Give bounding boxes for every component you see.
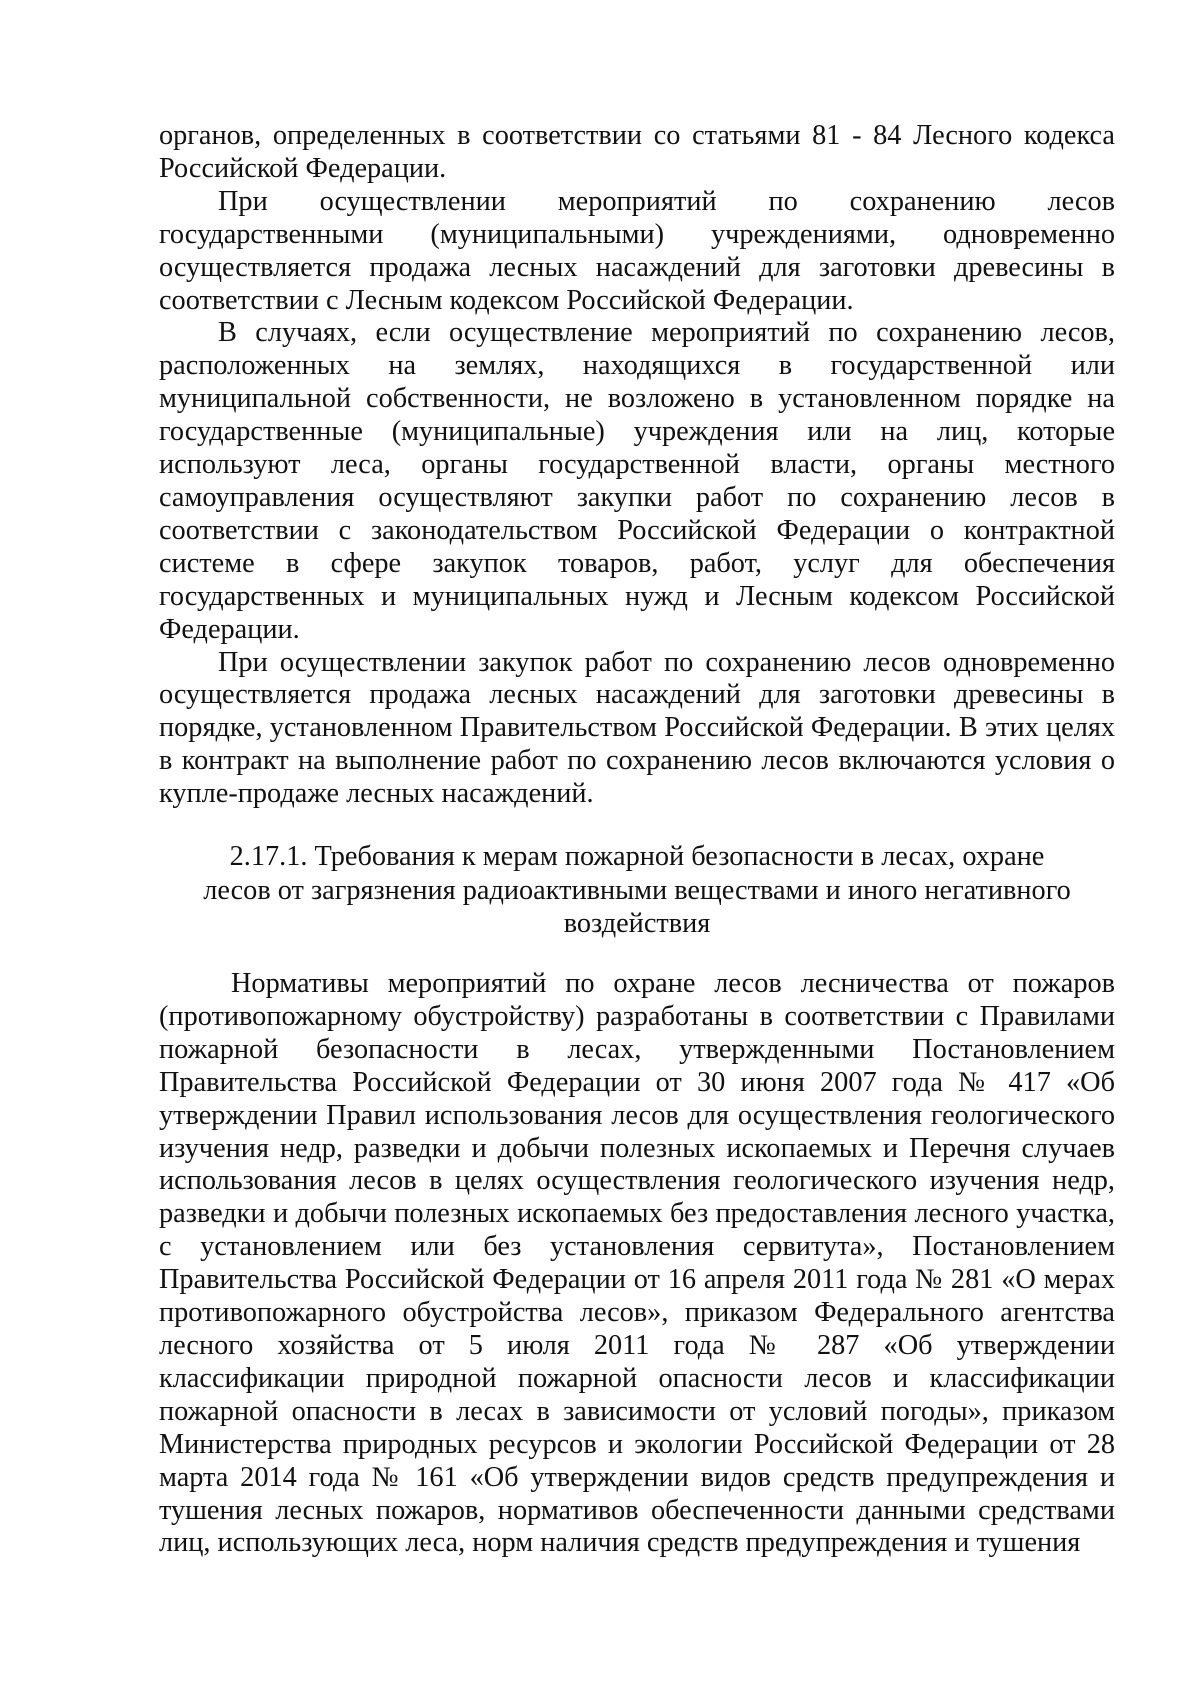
paragraph-fire-safety-norms: Нормативы мероприятий по охране лесов лесничества от пожаров (противопожарному обустройству) разработаны в соответствии с Правилами пожарной безопасности в лесах, утвержденными Постановлением Правительства Российской Федерации от 30 июня 2007 года № 417 «Об утверждении Правил использования лесов для осуществления геологического изучения недр, разведки и добычи полезных ископаемых и Перечня случаев использования лесов в целях осуществления геологического изучения недр, разведки и добычи полезных ископаемых без предоставления лесного участка, с установлением или без установления сервитута», Постановлением Правительства Российской Федерации от 16 апреля 2011 года № 281 «О мерах противопожарного обустройства лесов», приказом Федерального агентства лесного хозяйства от 5 июля 2011 года № 287 «Об утверждении классификации природной пожарной опасности лесов и классификации пожарной опасности в лесах в зависимости от условий погоды», приказом Министерства природных ресурсов и экологии Российской Федерации от 28 марта 2014 года № 161 «Об утверждении видов средств предупреждения и тушения лесных пожаров, нормативов обеспеченности данными средствами лиц, использующих леса, норм наличия средств предупреждения и тушения bbox=[159, 968, 1115, 1559]
section-heading-line-3: воздействия bbox=[563, 908, 711, 939]
section-heading-line-1: 2.17.1. Требования к мерам пожарной безопасности в лесах, охране bbox=[229, 841, 1045, 872]
section-heading-line-2: лесов от загрязнения радиоактивными веществами и иного негативного bbox=[203, 874, 1071, 906]
body-text-bottom bbox=[159, 968, 1115, 1560]
paragraph-state-institutions: При осуществлении мероприятий по сохранению лесов государственными (муниципальными) учреждениями, одновременно осуществляется продажа лесных насаждений для заготовки древесины в соответствии с Лесным кодексом Российской Федерации. bbox=[159, 185, 1115, 316]
paragraph-procurement-cases: В случаях, если осуществление мероприятий по сохранению лесов, расположенных на землях, находящихся в государственной или муниципальной собственности, не возложено в установленном порядке на государственные (муниципальные) учреждения или на лиц, которые используют леса, органы государственной власти, органы местного самоуправления осуществляют закупки работ по сохранению лесов в соответствии с законодательством Российской Федерации о контрактной системе в сфере закупок товаров, работ, услуг для обеспечения государственных и муниципальных нужд и Лесным кодексом Российской Федерации. bbox=[159, 317, 1115, 645]
section-heading bbox=[159, 840, 1115, 941]
body-text-top bbox=[159, 120, 1115, 811]
paragraph-continuation: органов, определенных в соответствии со статьями 81 - 84 Лесного кодекса Российской Федерации. bbox=[159, 120, 1115, 184]
paragraph-procurement-sale: При осуществлении закупок работ по сохранению лесов одновременно осуществляется продажа лесных насаждений для заготовки древесины в порядке, установленном Правительством Российской Федерации. В этих целях в контракт на выполнение работ по сохранению лесов включаются условия о купле-продаже лесных насаждений. bbox=[159, 646, 1115, 810]
